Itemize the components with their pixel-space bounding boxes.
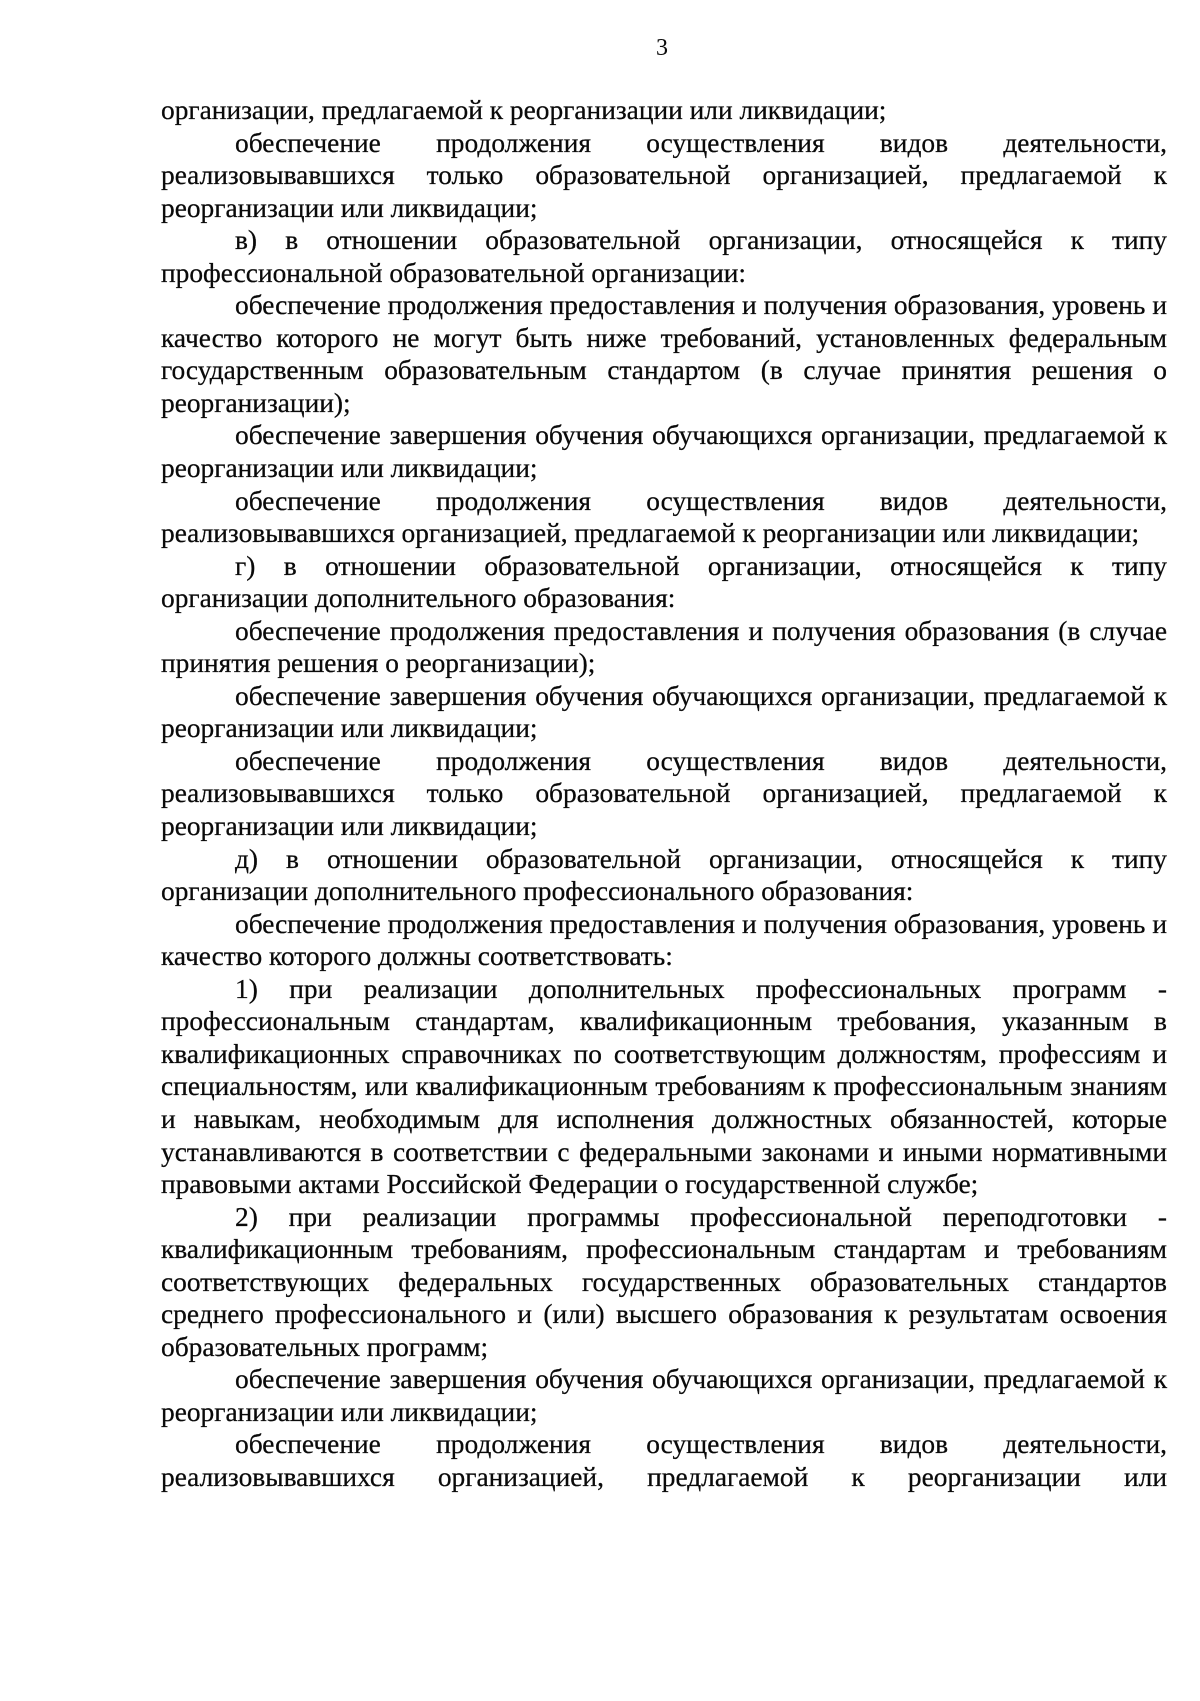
paragraph: обеспечение продолжения предоставления и получения образования, уровень и качество которого должны соответствовать: [161,908,1167,972]
paragraph: обеспечение продолжения предоставления и получения образования (в случае принятия решения о реорганизации); [161,615,1167,679]
paragraph: обеспечение продолжения осуществления видов деятельности, реализовывавшихся только образовательной организацией, предлагаемой к реорганизации или ликвидации; [161,745,1167,842]
page-number: 3 [656,35,668,61]
paragraph-item-d: д) в отношении образовательной организации, относящейся к типу организации дополнительного профессионального образования: [161,843,1167,907]
paragraph-subitem-1: 1) при реализации дополнительных профессиональных программ - профессиональным стандартам, квалификационным требования, указанным в квалификационных справочниках по соответствующим должностям, профессиям и специальностям, или квалификационным требованиям к профессиональным знаниям и навыкам, необходимым для исполнения должностных обязанностей, которые устанавливаются в соответствии с федеральными законами и иными нормативными правовыми актами Российской Федерации о государственной службе; [161,973,1167,1200]
paragraph: организации, предлагаемой к реорганизации или ликвидации; [161,95,887,125]
paragraph: обеспечение продолжения осуществления видов деятельности, реализовывавшихся организацией, предлагаемой к реорганизации или ликвидации; [161,485,1167,549]
paragraph-item-v: в) в отношении образовательной организации, относящейся к типу профессиональной образовательной организации: [161,225,1167,288]
document-body [161,94,1167,1493]
paragraph: обеспечение завершения обучения обучающихся организации, предлагаемой к реорганизации или ликвидации; [161,420,1167,484]
paragraph: обеспечение продолжения осуществления видов деятельности, реализовывавшихся только образовательной организацией, предлагаемой к реорганизации или ликвидации; [161,127,1167,223]
paragraph: обеспечение продолжения предоставления и получения образования, уровень и качество которого не могут быть ниже требований, установленных федеральным государственным образовательным стандартом (в случае принятия решения о реорганизации); [161,290,1167,418]
paragraph-continued: обеспечение продолжения осуществления видов деятельности, реализовывавшихся организацией, предлагаемой к реорганизации или [161,1429,1167,1492]
paragraph-item-g: г) в отношении образовательной организации, относящейся к типу организации дополнительного образования: [161,550,1167,614]
paragraph: обеспечение завершения обучения обучающихся организации, предлагаемой к реорганизации или ликвидации; [161,1364,1167,1427]
paragraph-subitem-2: 2) при реализации программы профессиональной переподготовки - квалификационным требованиям, профессиональным стандартам и требованиям соответствующих федеральных государственных образовательных стандартов среднего профессионального и (или) высшего образования к результатам освоения образовательных программ; [161,1201,1167,1362]
paragraph: обеспечение завершения обучения обучающихся организации, предлагаемой к реорганизации или ликвидации; [161,680,1167,744]
